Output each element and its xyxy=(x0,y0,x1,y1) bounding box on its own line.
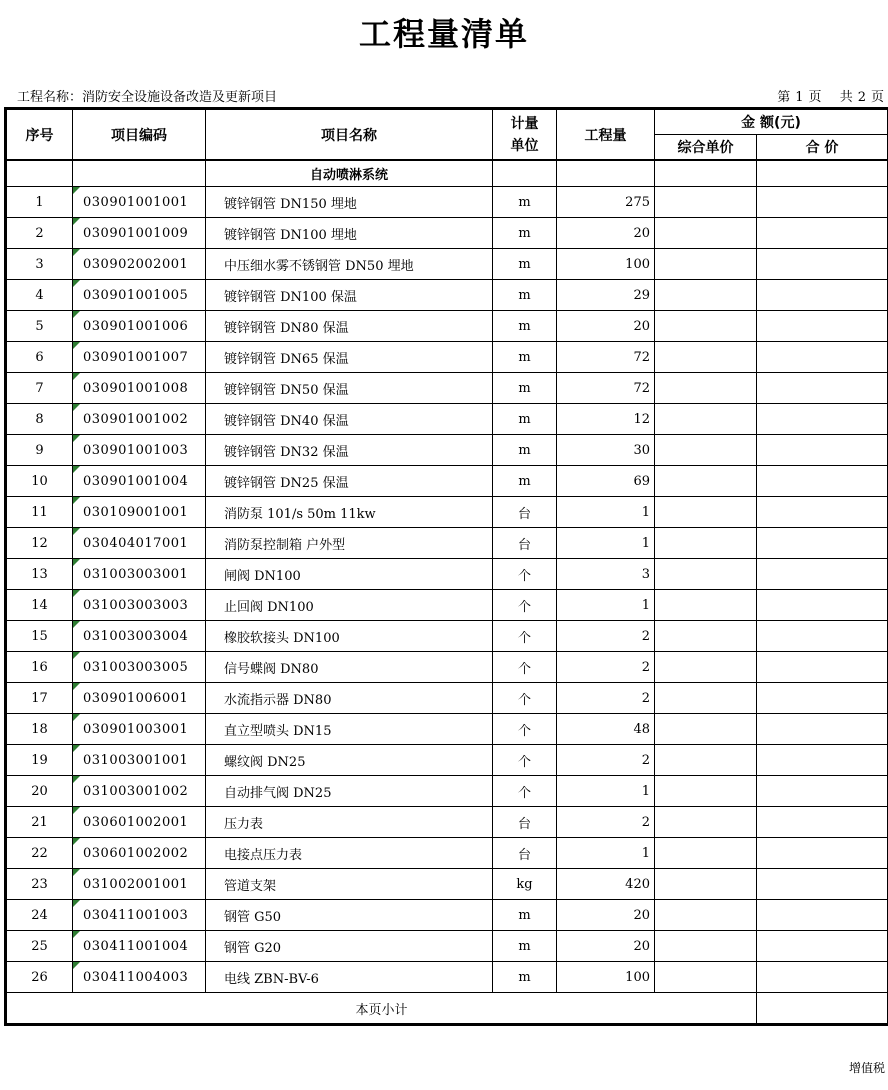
page-number: 1 xyxy=(795,90,805,105)
row-unit-price xyxy=(655,559,757,590)
cell-comment-marker-icon xyxy=(73,683,80,690)
row-unit: m xyxy=(493,404,557,435)
total-prefix: 共 xyxy=(839,90,854,105)
cell-comment-marker-icon xyxy=(73,218,80,225)
section-total-cell xyxy=(757,160,888,187)
row-name: 镀锌钢管 DN32 保温 xyxy=(206,435,493,466)
row-quantity: 20 xyxy=(557,218,655,249)
row-quantity: 2 xyxy=(557,652,655,683)
row-total-price xyxy=(757,342,888,373)
row-unit: 台 xyxy=(493,807,557,838)
table-row xyxy=(6,621,888,652)
row-code xyxy=(73,249,206,280)
row-name: 镀锌钢管 DN80 保温 xyxy=(206,311,493,342)
row-unit: m xyxy=(493,249,557,280)
row-seq: 21 xyxy=(6,807,73,838)
row-unit: m xyxy=(493,466,557,497)
row-unit: 台 xyxy=(493,528,557,559)
row-unit-price xyxy=(655,900,757,931)
row-total-price xyxy=(757,621,888,652)
row-total-price xyxy=(757,683,888,714)
header-seq: 序号 xyxy=(6,109,73,161)
cell-comment-marker-icon xyxy=(73,373,80,380)
row-name: 管道支架 xyxy=(206,869,493,900)
row-unit: m xyxy=(493,311,557,342)
row-total-price xyxy=(757,900,888,931)
project-label: 工程名称： xyxy=(17,90,83,105)
cell-comment-marker-icon xyxy=(73,559,80,566)
row-unit-price xyxy=(655,962,757,993)
row-unit-price xyxy=(655,373,757,404)
table-row xyxy=(6,404,888,435)
row-unit-price xyxy=(655,590,757,621)
row-name: 止回阀 DN100 xyxy=(206,590,493,621)
row-name: 直立型喷头 DN15 xyxy=(206,714,493,745)
row-seq: 26 xyxy=(6,962,73,993)
page-prefix: 第 xyxy=(777,90,792,105)
row-seq: 25 xyxy=(6,931,73,962)
footer-note: 增值税 xyxy=(848,1061,885,1075)
row-seq: 4 xyxy=(6,280,73,311)
row-code xyxy=(73,187,206,218)
row-code xyxy=(73,342,206,373)
row-name: 镀锌钢管 DN25 保温 xyxy=(206,466,493,497)
table-row xyxy=(6,962,888,993)
row-seq: 1 xyxy=(6,187,73,218)
section-price-cell xyxy=(655,160,757,187)
cell-comment-marker-icon xyxy=(73,466,80,473)
row-unit: 个 xyxy=(493,652,557,683)
table-row xyxy=(6,497,888,528)
row-total-price xyxy=(757,745,888,776)
row-total-price xyxy=(757,590,888,621)
row-name: 橡胶软接头 DN100 xyxy=(206,621,493,652)
row-seq: 16 xyxy=(6,652,73,683)
row-seq: 7 xyxy=(6,373,73,404)
project-info xyxy=(17,90,277,106)
row-name: 镀锌钢管 DN150 埋地 xyxy=(206,187,493,218)
row-total-price xyxy=(757,466,888,497)
row-unit: m xyxy=(493,435,557,466)
row-quantity: 420 xyxy=(557,869,655,900)
row-quantity: 2 xyxy=(557,683,655,714)
cell-comment-marker-icon xyxy=(73,435,80,442)
row-code-text: 030109001001 xyxy=(83,504,189,520)
section-row xyxy=(6,160,888,187)
row-code-text: 030411004003 xyxy=(83,969,189,985)
row-total-price xyxy=(757,962,888,993)
subtotal-label: 本页小计 xyxy=(6,993,757,1025)
table-row xyxy=(6,435,888,466)
page-suffix: 页 xyxy=(808,90,823,105)
row-name: 镀锌钢管 DN100 埋地 xyxy=(206,218,493,249)
row-name: 消防泵控制箱 户外型 xyxy=(206,528,493,559)
row-unit: 个 xyxy=(493,683,557,714)
row-unit: m xyxy=(493,900,557,931)
table-row xyxy=(6,311,888,342)
row-quantity: 1 xyxy=(557,838,655,869)
section-unit-cell xyxy=(493,160,557,187)
row-unit: 个 xyxy=(493,745,557,776)
row-total-price xyxy=(757,187,888,218)
row-quantity: 2 xyxy=(557,621,655,652)
row-code xyxy=(73,280,206,311)
row-unit-price xyxy=(655,528,757,559)
row-quantity: 1 xyxy=(557,776,655,807)
row-seq: 23 xyxy=(6,869,73,900)
row-code-text: 031003003004 xyxy=(83,628,189,644)
row-unit-price xyxy=(655,497,757,528)
row-code xyxy=(73,590,206,621)
header-unit-price: 综合单价 xyxy=(655,135,757,161)
row-unit: m xyxy=(493,962,557,993)
row-code xyxy=(73,404,206,435)
table-row xyxy=(6,807,888,838)
header-quantity: 工程量 xyxy=(557,109,655,161)
row-name: 消防泵 101/s 50m 11kw xyxy=(206,497,493,528)
row-code-text: 030901001002 xyxy=(83,411,189,427)
row-seq: 20 xyxy=(6,776,73,807)
cell-comment-marker-icon xyxy=(73,900,80,907)
row-total-price xyxy=(757,218,888,249)
cell-comment-marker-icon xyxy=(73,931,80,938)
table-row xyxy=(6,652,888,683)
row-total-price xyxy=(757,559,888,590)
row-code xyxy=(73,466,206,497)
table-row xyxy=(6,590,888,621)
row-code-text: 031003003005 xyxy=(83,659,189,675)
row-quantity: 12 xyxy=(557,404,655,435)
table-row xyxy=(6,342,888,373)
row-total-price xyxy=(757,497,888,528)
row-unit: kg xyxy=(493,869,557,900)
row-name: 电线 ZBN-BV-6 xyxy=(206,962,493,993)
cell-comment-marker-icon xyxy=(73,869,80,876)
row-code-text: 030901001007 xyxy=(83,349,189,365)
section-title: 自动喷淋系统 xyxy=(206,160,493,187)
row-quantity: 72 xyxy=(557,373,655,404)
row-unit: m xyxy=(493,187,557,218)
row-code xyxy=(73,962,206,993)
row-name: 水流指示器 DN80 xyxy=(206,683,493,714)
header-unit xyxy=(493,109,557,161)
row-seq: 22 xyxy=(6,838,73,869)
row-quantity: 30 xyxy=(557,435,655,466)
row-unit-price xyxy=(655,652,757,683)
row-code xyxy=(73,714,206,745)
section-qty-cell xyxy=(557,160,655,187)
row-code-text: 030901001001 xyxy=(83,194,189,210)
row-quantity: 100 xyxy=(557,962,655,993)
row-unit-price xyxy=(655,342,757,373)
row-seq: 11 xyxy=(6,497,73,528)
row-total-price xyxy=(757,404,888,435)
cell-comment-marker-icon xyxy=(73,311,80,318)
row-code-text: 030901001004 xyxy=(83,473,189,489)
table-row xyxy=(6,683,888,714)
header-name: 项目名称 xyxy=(206,109,493,161)
row-unit-price xyxy=(655,931,757,962)
cell-comment-marker-icon xyxy=(73,404,80,411)
table-row xyxy=(6,249,888,280)
row-total-price xyxy=(757,528,888,559)
table-row xyxy=(6,900,888,931)
row-unit-price xyxy=(655,466,757,497)
row-seq: 17 xyxy=(6,683,73,714)
row-code-text: 030901001005 xyxy=(83,287,189,303)
row-unit-price xyxy=(655,714,757,745)
row-total-price xyxy=(757,311,888,342)
row-code-text: 031002001001 xyxy=(83,876,189,892)
row-name: 钢管 G20 xyxy=(206,931,493,962)
row-unit-price xyxy=(655,776,757,807)
row-unit-price xyxy=(655,807,757,838)
row-code-text: 030901001008 xyxy=(83,380,189,396)
row-unit: m xyxy=(493,931,557,962)
header-amount: 金 额(元) xyxy=(655,109,888,135)
row-unit: m xyxy=(493,280,557,311)
cell-comment-marker-icon xyxy=(73,962,80,969)
document-meta xyxy=(17,90,885,106)
page-indicator xyxy=(773,90,885,106)
section-seq-cell xyxy=(6,160,73,187)
total-pages: 2 xyxy=(857,90,867,105)
row-unit: m xyxy=(493,342,557,373)
row-seq: 18 xyxy=(6,714,73,745)
row-total-price xyxy=(757,931,888,962)
row-unit-price xyxy=(655,621,757,652)
row-quantity: 72 xyxy=(557,342,655,373)
row-total-price xyxy=(757,435,888,466)
row-code xyxy=(73,776,206,807)
table-row xyxy=(6,559,888,590)
row-quantity: 1 xyxy=(557,497,655,528)
table-row xyxy=(6,776,888,807)
row-seq: 9 xyxy=(6,435,73,466)
row-code xyxy=(73,900,206,931)
row-quantity: 100 xyxy=(557,249,655,280)
row-name: 压力表 xyxy=(206,807,493,838)
cell-comment-marker-icon xyxy=(73,776,80,783)
table-row xyxy=(6,838,888,869)
row-total-price xyxy=(757,373,888,404)
table-row xyxy=(6,745,888,776)
cell-comment-marker-icon xyxy=(73,280,80,287)
row-total-price xyxy=(757,249,888,280)
row-unit: 台 xyxy=(493,497,557,528)
row-code-text: 031003001002 xyxy=(83,783,189,799)
row-quantity: 3 xyxy=(557,559,655,590)
row-seq: 14 xyxy=(6,590,73,621)
table-row xyxy=(6,466,888,497)
row-unit-price xyxy=(655,187,757,218)
project-name: 消防安全设施设备改造及更新项目 xyxy=(82,90,278,105)
header-code: 项目编码 xyxy=(73,109,206,161)
row-total-price xyxy=(757,776,888,807)
row-seq: 24 xyxy=(6,900,73,931)
row-unit: 个 xyxy=(493,559,557,590)
row-name: 螺纹阀 DN25 xyxy=(206,745,493,776)
row-name: 自动排气阀 DN25 xyxy=(206,776,493,807)
row-code xyxy=(73,373,206,404)
row-unit: 个 xyxy=(493,590,557,621)
subtotal-value-cell xyxy=(757,993,888,1025)
row-name: 镀锌钢管 DN100 保温 xyxy=(206,280,493,311)
row-total-price xyxy=(757,869,888,900)
table-row xyxy=(6,218,888,249)
row-code xyxy=(73,497,206,528)
row-seq: 3 xyxy=(6,249,73,280)
row-unit-price xyxy=(655,311,757,342)
row-code xyxy=(73,683,206,714)
row-code xyxy=(73,807,206,838)
row-quantity: 275 xyxy=(557,187,655,218)
row-unit-price xyxy=(655,280,757,311)
row-code xyxy=(73,652,206,683)
row-unit: 个 xyxy=(493,714,557,745)
row-seq: 19 xyxy=(6,745,73,776)
cell-comment-marker-icon xyxy=(73,652,80,659)
row-code xyxy=(73,838,206,869)
row-quantity: 20 xyxy=(557,900,655,931)
row-code-text: 030901001009 xyxy=(83,225,189,241)
row-seq: 5 xyxy=(6,311,73,342)
cell-comment-marker-icon xyxy=(73,621,80,628)
row-code-text: 030404017001 xyxy=(83,535,189,551)
row-code-text: 031003001001 xyxy=(83,752,189,768)
row-code xyxy=(73,745,206,776)
row-code-text: 030901006001 xyxy=(83,690,189,706)
row-quantity: 69 xyxy=(557,466,655,497)
cell-comment-marker-icon xyxy=(73,497,80,504)
row-quantity: 1 xyxy=(557,528,655,559)
subtotal-row xyxy=(6,993,888,1025)
row-quantity: 48 xyxy=(557,714,655,745)
row-name: 中压细水雾不锈钢管 DN50 埋地 xyxy=(206,249,493,280)
row-name: 镀锌钢管 DN50 保温 xyxy=(206,373,493,404)
row-total-price xyxy=(757,838,888,869)
row-code-text: 030411001004 xyxy=(83,938,189,954)
cell-comment-marker-icon xyxy=(73,714,80,721)
cell-comment-marker-icon xyxy=(73,187,80,194)
row-code-text: 030411001003 xyxy=(83,907,189,923)
row-code xyxy=(73,931,206,962)
row-code-text: 030902002001 xyxy=(83,256,189,272)
row-code-text: 030901003001 xyxy=(83,721,189,737)
row-seq: 10 xyxy=(6,466,73,497)
row-quantity: 29 xyxy=(557,280,655,311)
row-name: 镀锌钢管 DN40 保温 xyxy=(206,404,493,435)
quantity-table xyxy=(4,107,888,1026)
row-unit-price xyxy=(655,404,757,435)
cell-comment-marker-icon xyxy=(73,249,80,256)
row-unit: 个 xyxy=(493,621,557,652)
cell-comment-marker-icon xyxy=(73,342,80,349)
table-row xyxy=(6,528,888,559)
row-total-price xyxy=(757,652,888,683)
row-name: 信号蝶阀 DN80 xyxy=(206,652,493,683)
row-unit-price xyxy=(655,838,757,869)
cell-comment-marker-icon xyxy=(73,590,80,597)
row-unit-price xyxy=(655,745,757,776)
cell-comment-marker-icon xyxy=(73,838,80,845)
row-seq: 13 xyxy=(6,559,73,590)
total-suffix: 页 xyxy=(870,90,885,105)
header-unit-text: 计量单位 xyxy=(510,115,539,154)
row-code xyxy=(73,869,206,900)
row-code-text: 030601002001 xyxy=(83,814,189,830)
row-unit: m xyxy=(493,218,557,249)
table-row xyxy=(6,931,888,962)
row-seq: 8 xyxy=(6,404,73,435)
row-code-text: 030901001003 xyxy=(83,442,189,458)
row-code xyxy=(73,528,206,559)
row-unit: 个 xyxy=(493,776,557,807)
row-unit-price xyxy=(655,869,757,900)
cell-comment-marker-icon xyxy=(73,745,80,752)
row-quantity: 2 xyxy=(557,807,655,838)
row-name: 镀锌钢管 DN65 保温 xyxy=(206,342,493,373)
header-total-price: 合 价 xyxy=(757,135,888,161)
row-unit-price xyxy=(655,683,757,714)
table-row xyxy=(6,373,888,404)
row-unit: m xyxy=(493,373,557,404)
table-row xyxy=(6,187,888,218)
row-seq: 6 xyxy=(6,342,73,373)
row-code xyxy=(73,559,206,590)
table-row xyxy=(6,869,888,900)
row-code-text: 031003003003 xyxy=(83,597,189,613)
table-row xyxy=(6,280,888,311)
row-quantity: 1 xyxy=(557,590,655,621)
row-code xyxy=(73,621,206,652)
row-total-price xyxy=(757,280,888,311)
row-code xyxy=(73,311,206,342)
row-unit-price xyxy=(655,218,757,249)
row-name: 闸阀 DN100 xyxy=(206,559,493,590)
row-code-text: 030601002002 xyxy=(83,845,189,861)
row-unit-price xyxy=(655,249,757,280)
row-seq: 2 xyxy=(6,218,73,249)
row-code xyxy=(73,435,206,466)
row-code-text: 030901001006 xyxy=(83,318,189,334)
row-total-price xyxy=(757,807,888,838)
row-code-text: 031003003001 xyxy=(83,566,189,582)
section-code-cell xyxy=(73,160,206,187)
row-total-price xyxy=(757,714,888,745)
cell-comment-marker-icon xyxy=(73,528,80,535)
page-title: 工程量清单 xyxy=(358,15,529,53)
row-quantity: 20 xyxy=(557,311,655,342)
row-quantity: 20 xyxy=(557,931,655,962)
cell-comment-marker-icon xyxy=(73,807,80,814)
row-unit-price xyxy=(655,435,757,466)
row-code xyxy=(73,218,206,249)
row-seq: 15 xyxy=(6,621,73,652)
row-name: 电接点压力表 xyxy=(206,838,493,869)
row-unit: 台 xyxy=(493,838,557,869)
row-seq: 12 xyxy=(6,528,73,559)
table-row xyxy=(6,714,888,745)
row-name: 钢管 G50 xyxy=(206,900,493,931)
row-quantity: 2 xyxy=(557,745,655,776)
